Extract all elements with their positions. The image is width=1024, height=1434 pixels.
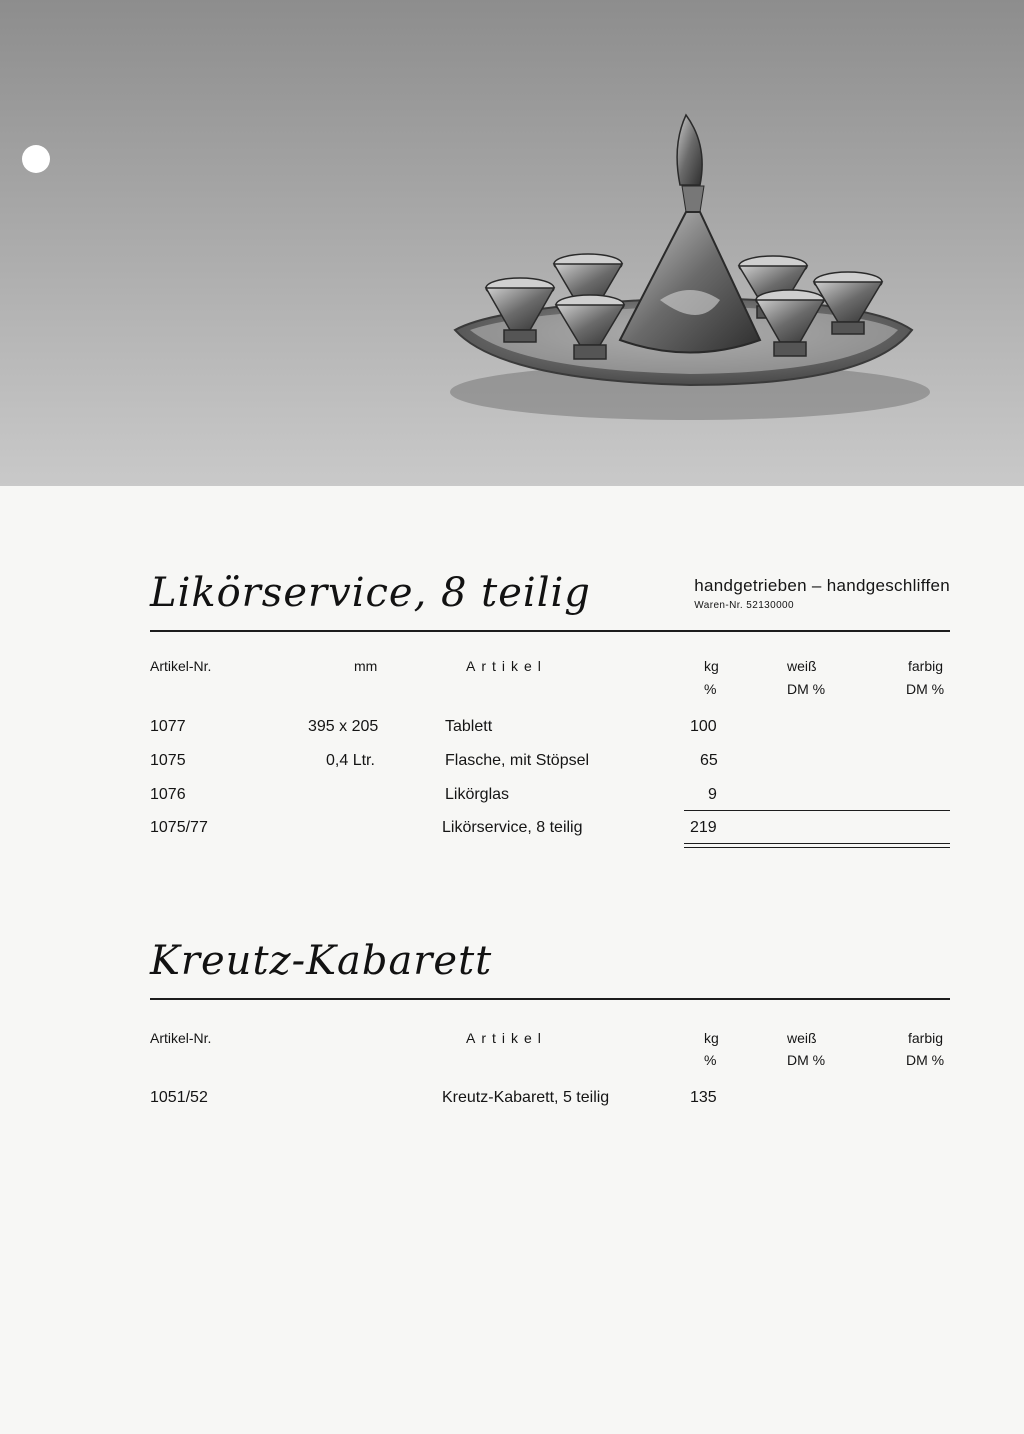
row-nr: 1076 <box>150 786 186 803</box>
header-weiss-unit: DM % <box>787 1052 826 1068</box>
row-artikel: Likörglas <box>445 786 510 803</box>
row-kg: 9 <box>708 786 717 803</box>
header-farbig-unit: DM % <box>906 681 945 697</box>
header-kg-unit: % <box>704 681 717 697</box>
header-weiss: weiß <box>787 658 817 674</box>
sum-rule <box>684 810 950 811</box>
row-kg: 100 <box>690 718 717 735</box>
row-mm: 395 x 205 <box>308 718 379 735</box>
row-nr: 1051/52 <box>150 1089 208 1106</box>
header-artikel: Artikel <box>466 658 547 674</box>
row-kg: 219 <box>690 819 717 836</box>
header-kg-unit: % <box>704 1052 717 1068</box>
waren-number: Waren-Nr. 52130000 <box>694 600 794 611</box>
liqueur-set-illustration <box>0 0 1024 486</box>
header-mm: mm <box>354 658 378 674</box>
header-weiss-unit: DM % <box>787 681 826 697</box>
row-nr: 1077 <box>150 718 186 735</box>
header-kg: kg <box>704 1030 719 1046</box>
header-farbig: farbig <box>908 1030 944 1046</box>
title-rule <box>150 998 950 1000</box>
total-double-rule-top <box>684 843 950 844</box>
row-mm: 0,4 Ltr. <box>326 752 375 769</box>
row-artikel: Tablett <box>445 718 493 735</box>
header-farbig: farbig <box>908 658 944 674</box>
row-nr: 1075/77 <box>150 819 208 836</box>
title-rule <box>150 630 950 632</box>
header-weiss: weiß <box>787 1030 817 1046</box>
technique-text: handgetrieben – handgeschliffen <box>694 576 950 595</box>
header-artikel-nr: Artikel-Nr. <box>150 1030 212 1046</box>
header-kg: kg <box>704 658 719 674</box>
product-title: Likörservice, 8 teilig <box>150 570 591 616</box>
header-farbig-unit: DM % <box>906 1052 945 1068</box>
product-photo <box>0 0 1024 486</box>
total-double-rule-bottom <box>684 847 950 848</box>
header-artikel-nr: Artikel-Nr. <box>150 658 212 674</box>
punch-hole <box>22 145 50 173</box>
row-kg: 135 <box>690 1089 717 1106</box>
product-title: Kreutz-Kabarett <box>150 938 493 984</box>
row-artikel: Likörservice, 8 teilig <box>442 819 583 836</box>
row-artikel: Kreutz-Kabarett, 5 teilig <box>442 1089 610 1106</box>
row-nr: 1075 <box>150 752 186 769</box>
row-kg: 65 <box>700 752 718 769</box>
technique-block <box>694 576 950 611</box>
header-artikel: Artikel <box>466 1030 547 1046</box>
row-artikel: Flasche, mit Stöpsel <box>445 752 590 769</box>
